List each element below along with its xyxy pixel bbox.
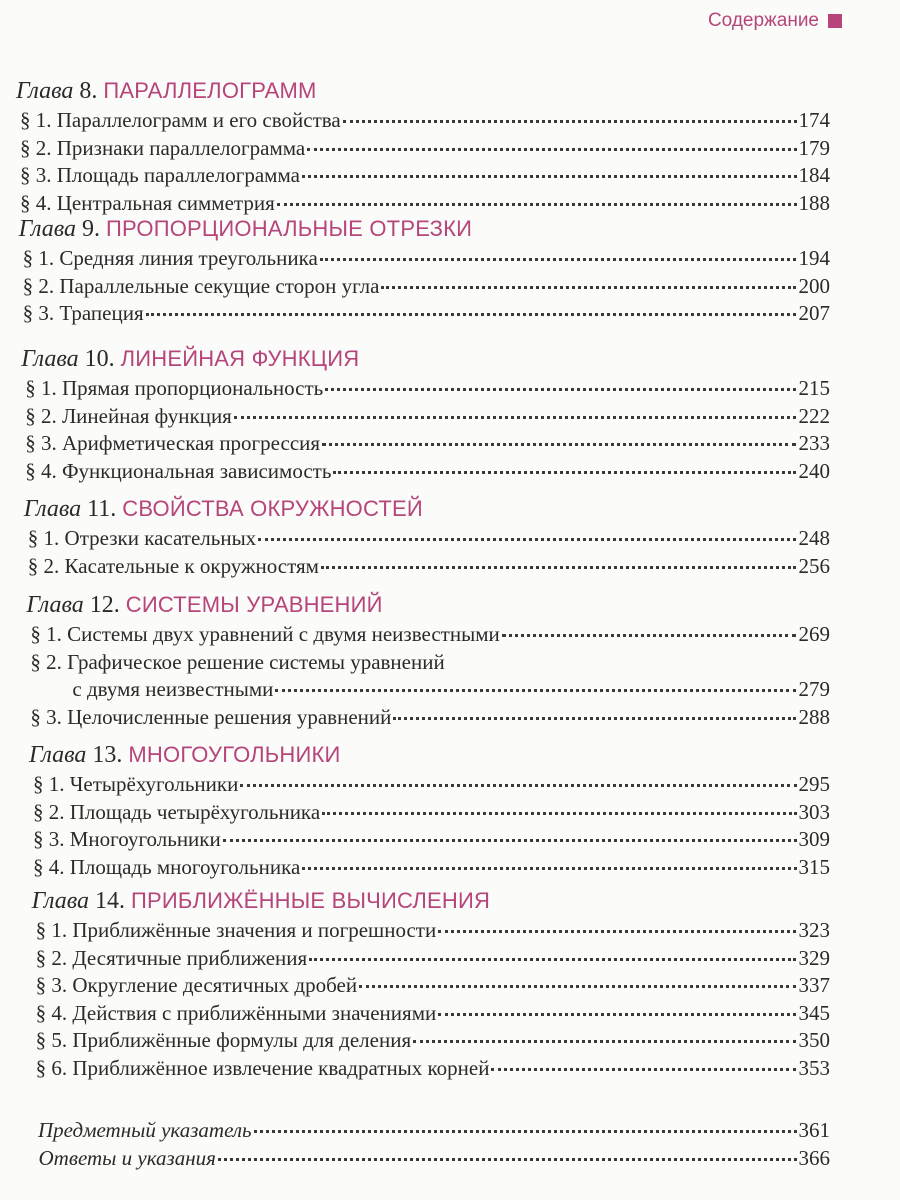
entry-title: § 1. Средняя линия треугольника <box>22 246 318 270</box>
leader-dots <box>491 1067 796 1071</box>
chapter-number: 9. <box>75 216 106 242</box>
page-number: 184 <box>798 163 830 187</box>
chapter-title: ПРИБЛИЖЁННЫЕ ВЫЧИСЛЕНИЯ <box>130 888 491 913</box>
toc-entry[interactable] <box>36 946 830 971</box>
chapter-number: 10. <box>78 346 121 372</box>
page-number: 303 <box>798 799 830 824</box>
entry-title: Предметный указатель <box>38 1118 252 1142</box>
page-number: 309 <box>798 827 830 851</box>
chapter-prefix: Глава <box>16 78 74 104</box>
leader-dots <box>302 174 797 178</box>
entry-title: § 4. Центральная симметрия <box>20 190 275 215</box>
page-number: 288 <box>798 704 830 729</box>
page-number: 329 <box>798 945 830 970</box>
page-number: 240 <box>798 458 830 483</box>
leader-dots <box>307 147 796 151</box>
page-number: 174 <box>798 108 830 132</box>
toc-entry[interactable] <box>36 973 830 998</box>
header-square-icon <box>828 14 842 28</box>
toc-entry[interactable] <box>25 404 830 429</box>
page-number: 179 <box>798 135 830 160</box>
toc-entry[interactable] <box>25 459 830 484</box>
leader-dots <box>343 119 797 123</box>
page-number: 256 <box>798 553 830 578</box>
leader-dots <box>302 866 796 870</box>
page-number: 207 <box>798 301 830 325</box>
entry-title: § 2. Параллельные секущие сторон угла <box>22 273 380 298</box>
chapter-heading <box>26 592 382 619</box>
entry-title: § 4. Действия с приближёнными значениями <box>35 1000 437 1025</box>
page-number: 353 <box>798 1055 830 1080</box>
toc-entry[interactable] <box>33 800 830 825</box>
chapter-title: ПАРАЛЛЕЛОГРАММ <box>103 78 317 103</box>
chapter-title: МНОГОУГОЛЬНИКИ <box>128 742 341 767</box>
page-number: 337 <box>798 973 830 997</box>
leader-dots <box>322 442 796 446</box>
leader-dots <box>277 202 797 206</box>
entry-title: § 3. Трапеция <box>22 301 144 325</box>
leader-dots <box>320 257 797 261</box>
chapter-prefix: Глава <box>31 888 89 914</box>
toc-entry[interactable] <box>36 1056 830 1081</box>
leader-dots <box>333 470 796 474</box>
chapter-number: 13. <box>86 742 129 768</box>
chapter-title: СИСТЕМЫ УРАВНЕНИЙ <box>125 592 383 617</box>
leader-dots <box>223 838 797 842</box>
leader-dots <box>234 415 797 419</box>
entry-title: § 2. Линейная функция <box>25 403 232 428</box>
leader-dots <box>381 285 796 289</box>
page-number: 188 <box>798 190 830 215</box>
leader-dots <box>258 537 796 541</box>
page-number: 194 <box>798 246 830 270</box>
page-number: 233 <box>798 431 830 455</box>
toc-entry[interactable] <box>23 301 830 326</box>
toc-entry[interactable] <box>33 855 830 880</box>
toc-entry[interactable] <box>28 554 830 579</box>
entry-title: § 4. Площадь многоугольника <box>33 854 301 879</box>
entry-title: § 1. Приближённые значения и погрешности <box>35 918 437 942</box>
running-header <box>708 10 842 32</box>
toc-entry[interactable] <box>38 1118 830 1143</box>
entry-title: § 3. Целочисленные решения уравнений <box>30 704 392 729</box>
entry-title: § 3. Округление десятичных дробей <box>35 973 358 997</box>
chapter-prefix: Глава <box>21 346 79 372</box>
chapter-heading <box>24 496 423 523</box>
page-number: 269 <box>798 622 830 646</box>
entry-title: § 4. Функциональная зависимость <box>25 458 332 483</box>
toc-entry[interactable] <box>30 622 830 647</box>
page-number: 215 <box>798 376 830 400</box>
toc-entry[interactable] <box>28 526 830 551</box>
leader-dots <box>359 984 796 988</box>
leader-dots <box>275 688 796 692</box>
toc-entry[interactable] <box>36 1028 830 1053</box>
entry-title: § 2. Площадь четырёхугольника <box>33 799 321 824</box>
header-title: Содержание <box>707 10 819 31</box>
entry-title: § 3. Многоугольники <box>33 827 221 851</box>
entry-title: § 2. Касательные к окружностям <box>27 553 319 578</box>
entry-title: § 5. Приближённые формулы для деления <box>35 1028 412 1052</box>
toc-entry[interactable] <box>20 136 830 161</box>
page-number: 323 <box>798 918 830 942</box>
page-number: 248 <box>798 526 830 550</box>
chapter-heading <box>29 742 341 769</box>
leader-dots <box>322 811 796 815</box>
toc-entry[interactable] <box>36 918 830 943</box>
entry-title: § 1. Системы двух уравнений с двумя неизвестными <box>30 622 500 646</box>
chapter-number: 8. <box>73 78 104 104</box>
chapter-number: 12. <box>83 592 126 618</box>
chapter-number: 11. <box>81 496 123 522</box>
page-number: 345 <box>798 1000 830 1025</box>
page-number: 279 <box>798 677 830 701</box>
page-number: 295 <box>798 772 830 796</box>
leader-dots <box>321 565 797 569</box>
chapter-heading <box>16 78 317 105</box>
chapter-number: 14. <box>88 888 131 914</box>
toc-entry[interactable] <box>25 376 830 401</box>
entry-title: § 3. Арифметическая прогрессия <box>25 431 321 455</box>
leader-dots <box>413 1039 796 1043</box>
entry-title: § 2. Признаки параллелограмма <box>20 135 306 160</box>
entry-title: § 1. Параллелограмм и его свойства <box>20 108 341 132</box>
leader-dots <box>438 929 796 933</box>
toc-entry[interactable] <box>23 246 830 271</box>
toc-entry[interactable] <box>20 163 830 188</box>
page-number: 361 <box>798 1118 830 1142</box>
chapter-heading <box>19 216 473 243</box>
page-number: 200 <box>798 273 830 298</box>
leader-dots <box>309 957 796 961</box>
chapter-heading <box>32 888 491 915</box>
leader-dots <box>438 1012 796 1016</box>
entry-title: § 6. Приближённое извлечение квадратных корней <box>35 1055 490 1080</box>
leader-dots <box>240 783 796 787</box>
toc-entry[interactable] <box>30 705 830 730</box>
page-number: 315 <box>798 854 830 879</box>
leader-dots <box>393 716 796 720</box>
leader-dots <box>218 1157 797 1161</box>
entry-title: § 1. Отрезки касательных <box>27 526 257 550</box>
chapter-title: ЛИНЕЙНАЯ ФУНКЦИЯ <box>120 346 360 371</box>
entry-title: § 3. Площадь параллелограмма <box>20 163 300 187</box>
toc-entry[interactable] <box>36 1001 830 1026</box>
toc-entry[interactable] <box>23 274 830 299</box>
toc-entry-first-line[interactable]: § 2. Графическое решение системы уравнений <box>30 649 445 674</box>
toc-entry[interactable] <box>20 108 830 133</box>
leader-dots <box>146 312 797 316</box>
chapter-title: СВОЙСТВА ОКРУЖНОСТЕЙ <box>122 496 423 521</box>
chapter-prefix: Глава <box>29 742 87 768</box>
toc-entry[interactable] <box>20 191 830 216</box>
toc-entry[interactable] <box>25 431 830 456</box>
chapter-heading <box>21 346 359 373</box>
entry-title: § 1. Четырёхугольники <box>33 772 239 796</box>
toc-entry[interactable] <box>39 1146 831 1171</box>
leader-dots <box>254 1129 797 1133</box>
toc-entry[interactable] <box>33 772 830 797</box>
page-number: 350 <box>798 1028 830 1052</box>
chapter-prefix: Глава <box>23 496 82 522</box>
chapter-prefix: Глава <box>18 216 76 242</box>
toc-entry[interactable] <box>72 677 830 702</box>
page-number: 222 <box>798 403 830 428</box>
leader-dots <box>325 387 796 391</box>
page-number: 366 <box>798 1146 830 1170</box>
chapter-title: ПРОПОРЦИОНАЛЬНЫЕ ОТРЕЗКИ <box>105 216 473 241</box>
entry-title: Ответы и указания <box>38 1146 216 1170</box>
entry-title: с двумя неизвестными <box>72 677 274 701</box>
entry-title: § 2. Десятичные приближения <box>35 945 308 970</box>
entry-title: § 1. Прямая пропорциональность <box>25 376 324 400</box>
chapter-prefix: Глава <box>26 592 84 618</box>
leader-dots <box>502 633 797 637</box>
toc-entry[interactable] <box>33 827 830 852</box>
